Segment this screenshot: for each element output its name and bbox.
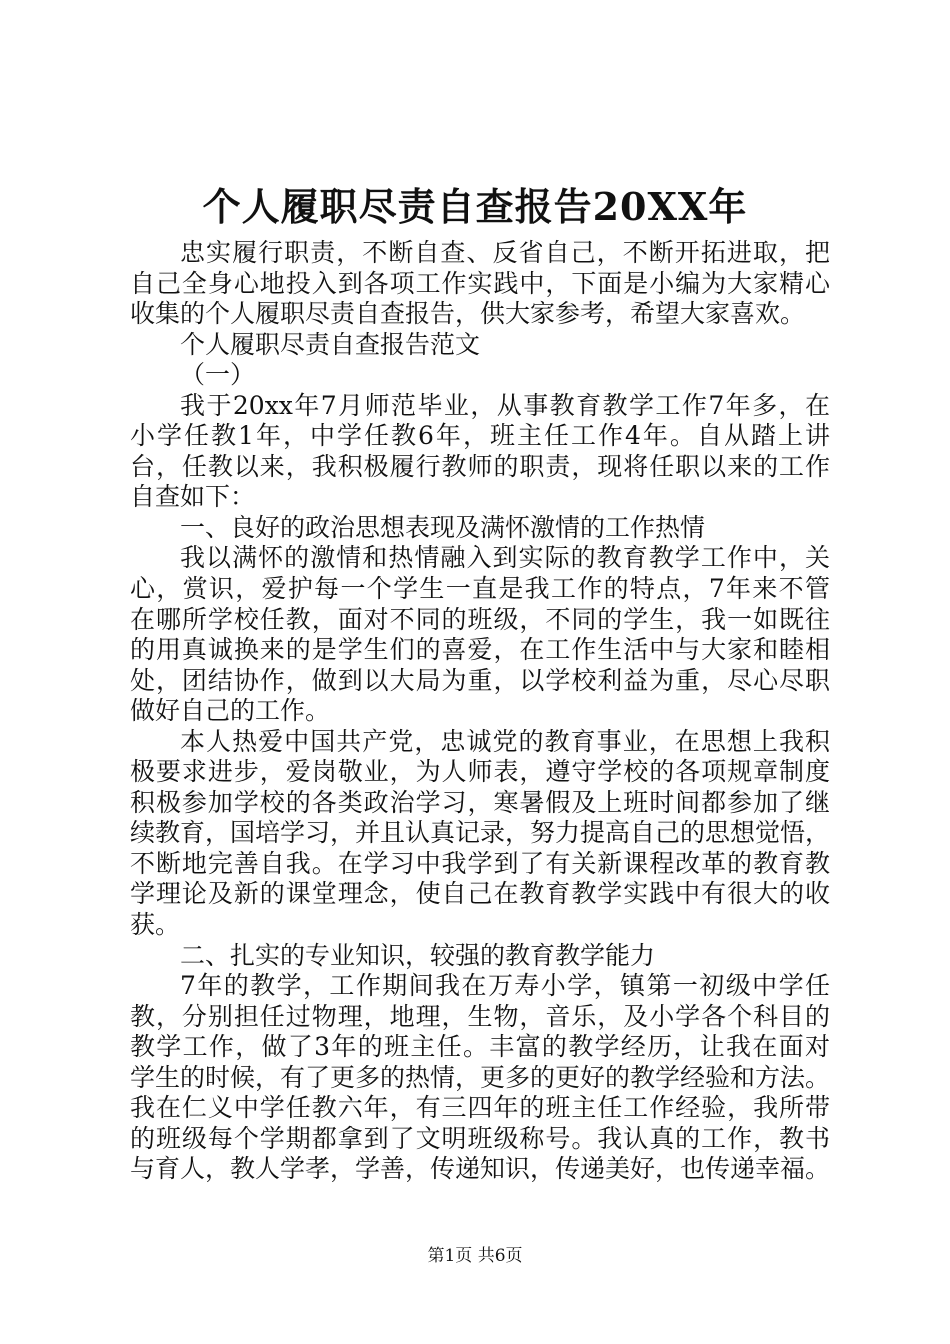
text-line: 极要求进步，爱岗敬业，为人师表，遵守学校的各项规章制度 [130,757,830,787]
document-title: 个人履职尽责自查报告20XX年 [202,184,748,229]
text-line: 的班级每个学期都拿到了文明班级称号。我认真的工作，教书 [130,1123,830,1153]
text-line: 学生的时候，有了更多的热情，更多的更好的教学经验和方法。 [130,1062,831,1092]
text-line: 获。 [130,910,181,940]
text-line: 本人热爱中国共产党，忠诚党的教育事业，在思想上我积 [180,726,830,756]
text-line: 个人履职尽责自查报告范文 [180,329,481,359]
text-line: 积极参加学校的各类政治学习，寒暑假及上班时间都参加了继 [130,787,830,817]
text-line: 忠实履行职责，不断自查、反省自己，不断开拓进取，把 [180,238,830,267]
text-line: 自查如下： [130,482,256,512]
text-line: 我以满怀的激情和热情融入到实际的教育教学工作中，关 [180,543,830,573]
text-line: 处，团结协作，做到以大局为重，以学校利益为重，尽心尽职 [130,665,830,695]
text-line: 收集的个人履职尽责自查报告，供大家参考，希望大家喜欢。 [130,299,806,329]
text-line: 不断地完善自我。在学习中我学到了有关新课程改革的教育教 [130,848,830,878]
text-line: 我于20xx年7月师范毕业，从事教育教学工作7年多，在 [180,390,830,420]
document-body [130,238,830,1185]
text-line: 小学任教1年，中学任教6年，班主任工作4年。自从踏上讲 [130,421,830,451]
text-line: 心，赏识，爱护每一个学生一直是我工作的特点，7年来不管 [130,574,830,604]
text-line: 在哪所学校任教，面对不同的班级，不同的学生，我一如既往 [130,604,830,634]
text-line: 学理论及新的课堂理念，使自己在教育教学实践中有很大的收 [130,879,830,909]
text-line: 台，任教以来，我积极履行教师的职责，现将任职以来的工作 [130,451,830,481]
text-line: 一、良好的政治思想表现及满怀激情的工作热情 [180,512,706,542]
page-footer: 第1页 共6页 [427,1246,523,1266]
text-line: （一） [180,360,256,390]
text-line: 教学工作，做了3年的班主任。丰富的教学经历，让我在面对 [130,1032,830,1062]
text-line: 二、扎实的专业知识，较强的教育教学能力 [180,940,656,970]
text-line: 7年的教学，工作期间我在万寿小学，镇第一初级中学任 [180,971,830,1001]
text-line: 自己全身心地投入到各项工作实践中，下面是小编为大家精心 [130,268,830,298]
text-line: 续教育，国培学习，并且认真记录，努力提高自己的思想觉悟， [130,818,831,848]
text-line: 与育人，教人学孝，学善，传递知识，传递美好，也传递幸福。 [130,1154,831,1184]
text-line: 的用真诚换来的是学生们的喜爱，在工作生活中与大家和睦相 [130,635,830,665]
text-line: 教，分别担任过物理，地理，生物，音乐，及小学各个科目的 [130,1001,830,1031]
text-line: 我在仁义中学任教六年，有三四年的班主任工作经验，我所带 [130,1093,830,1123]
text-line: 做好自己的工作。 [130,696,331,726]
